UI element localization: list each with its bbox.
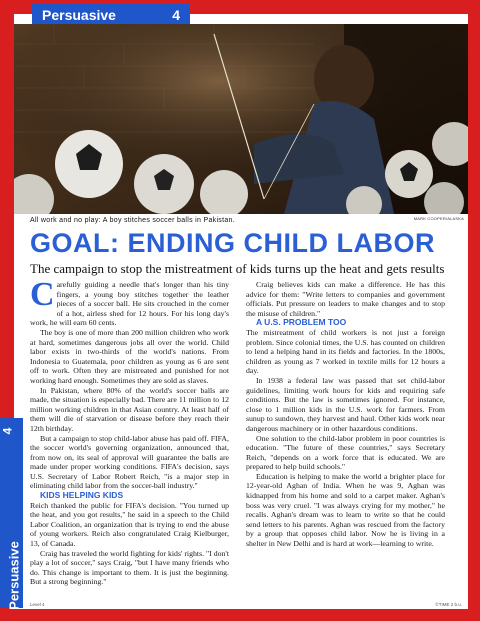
paragraph-1: Carefully guiding a needle that's longer than his tiny fingers, a young boy stitches together the leather pieces of a soccer ball. He sits crouched in the corner of a hot, airless shed for 12 hours. For his long day's work, he will earn 60 cents. [30, 276, 229, 328]
article-deck: The campaign to stop the mistreatment of kids turns up the heat and gets results [30, 261, 445, 276]
paragraph-2: The boy is one of more than 200 million children who work at hard, sometimes dangerous jobs all over the world. Child labor exists in two-thirds of the world's nations. From Indonesia to Guatemala, poor children as young as 6 are sent off to work. Often they are mistreated and punished for not working hard enough. Sometimes they are sold as slaves. [30, 327, 229, 385]
drop-cap: C [30, 276, 55, 313]
paragraph-7: Craig believes kids can make a difference. He has this advice for them: "Write letters to companies and government officials. Put pressure on leaders to make changes and to stop the misuse of children." [246, 280, 445, 318]
article-photo [14, 24, 468, 214]
article-column-right [246, 280, 445, 549]
paragraph-5: Reich thanked the public for FIFA's decision. "You turned up the heat, and you got results," he said in a speech to the Child Labor Coalition, an organization that is trying to end the abuse of young workers. Reich also congratulated Craig Kielburger, 13, of Canada. [30, 500, 229, 549]
paragraph-11: Education is helping to make the world a brighter place for 12-year-old Aghan of India. When he was 9, Aghan was kidnapped from his home and sold to a carpet maker. Aghan's boss was very cruel. "I was always crying for my mother," he recalls. Aghan's dream was to learn to write so that he could send letters to his parents. Aghan was rescued from the factory by a group that opposes child labor. Now he is living in a shelter in New Delhi and is hard at work—learning to write. [246, 471, 445, 549]
side-section-tab [0, 418, 23, 608]
section-label: Persuasive [42, 7, 116, 23]
article-headline: GOAL: ENDING CHILD LABOR [30, 228, 435, 258]
paragraph-9: In 1938 a federal law was passed that set child-labor guidelines, limiting work hours for kids and requiring safe conditions. But the law is sometimes ignored. For instance, close to 1 million kids in the U.S. work for farmers. From sunup to sundown, they harvest and haul. Other kids work near dangerous machinery or in other hazardous conditions. [246, 375, 445, 433]
paragraph-4: But a campaign to stop child-labor abuse has paid off. FIFA, the soccer world's governing organization, announced that, from now on, its seal of approval will guarantee the balls are made under proper working conditions. FIFA's decision, says U.S. Secretary of Labor Robert Reich, "is a major step in eliminating child labor from the soccer-ball industry." [30, 433, 229, 491]
subhead-us-problem: A U.S. PROBLEM TOO [256, 317, 347, 328]
footer-copyright: ©TIME 2 b.u. [435, 602, 462, 607]
photo-illustration [14, 24, 468, 214]
side-section-label: Persuasive [6, 541, 22, 610]
subhead-kids-helping-kids: KIDS HELPING KIDS [40, 490, 124, 501]
paragraph-3: In Pakistan, where 80% of the world's soccer balls are made, the situation is especially bad. There are 11 million to 12 million working children in that Asian country. At least half of them will die of starvation or disease before they reach their 12th birthday. [30, 385, 229, 433]
paragraph-10: One solution to the child-labor problem in poor countries is education. "The future of these countries," says Secretary Reich, "depends on a work force that is educated. We are prepared to help build schools." [246, 433, 445, 472]
paragraph-6: Craig has traveled the world fighting for kids' rights. "I don't play a lot of soccer," says Craig, "but I have many friends who do. This change is important to them. It is just the beginning. But a strong beginning." [30, 548, 229, 587]
article-column-left [30, 276, 229, 587]
footer-level: Level 4 [30, 602, 45, 607]
side-page-number: 4 [0, 427, 15, 435]
paragraph-8: The mistreatment of child workers is not just a foreign problem. Since colonial times, the U.S. has counted on children to lend a helping hand in its fields and factories. In the 1800s, children as young as 7 worked in textile mills for 12 hours a day. [246, 327, 445, 376]
section-tab [32, 4, 190, 26]
page-number: 4 [172, 7, 180, 23]
photo-credit: MARK COOPER/ALASKA [413, 216, 464, 221]
photo-caption: All work and no play: A boy stitches soccer balls in Pakistan. [30, 217, 235, 224]
